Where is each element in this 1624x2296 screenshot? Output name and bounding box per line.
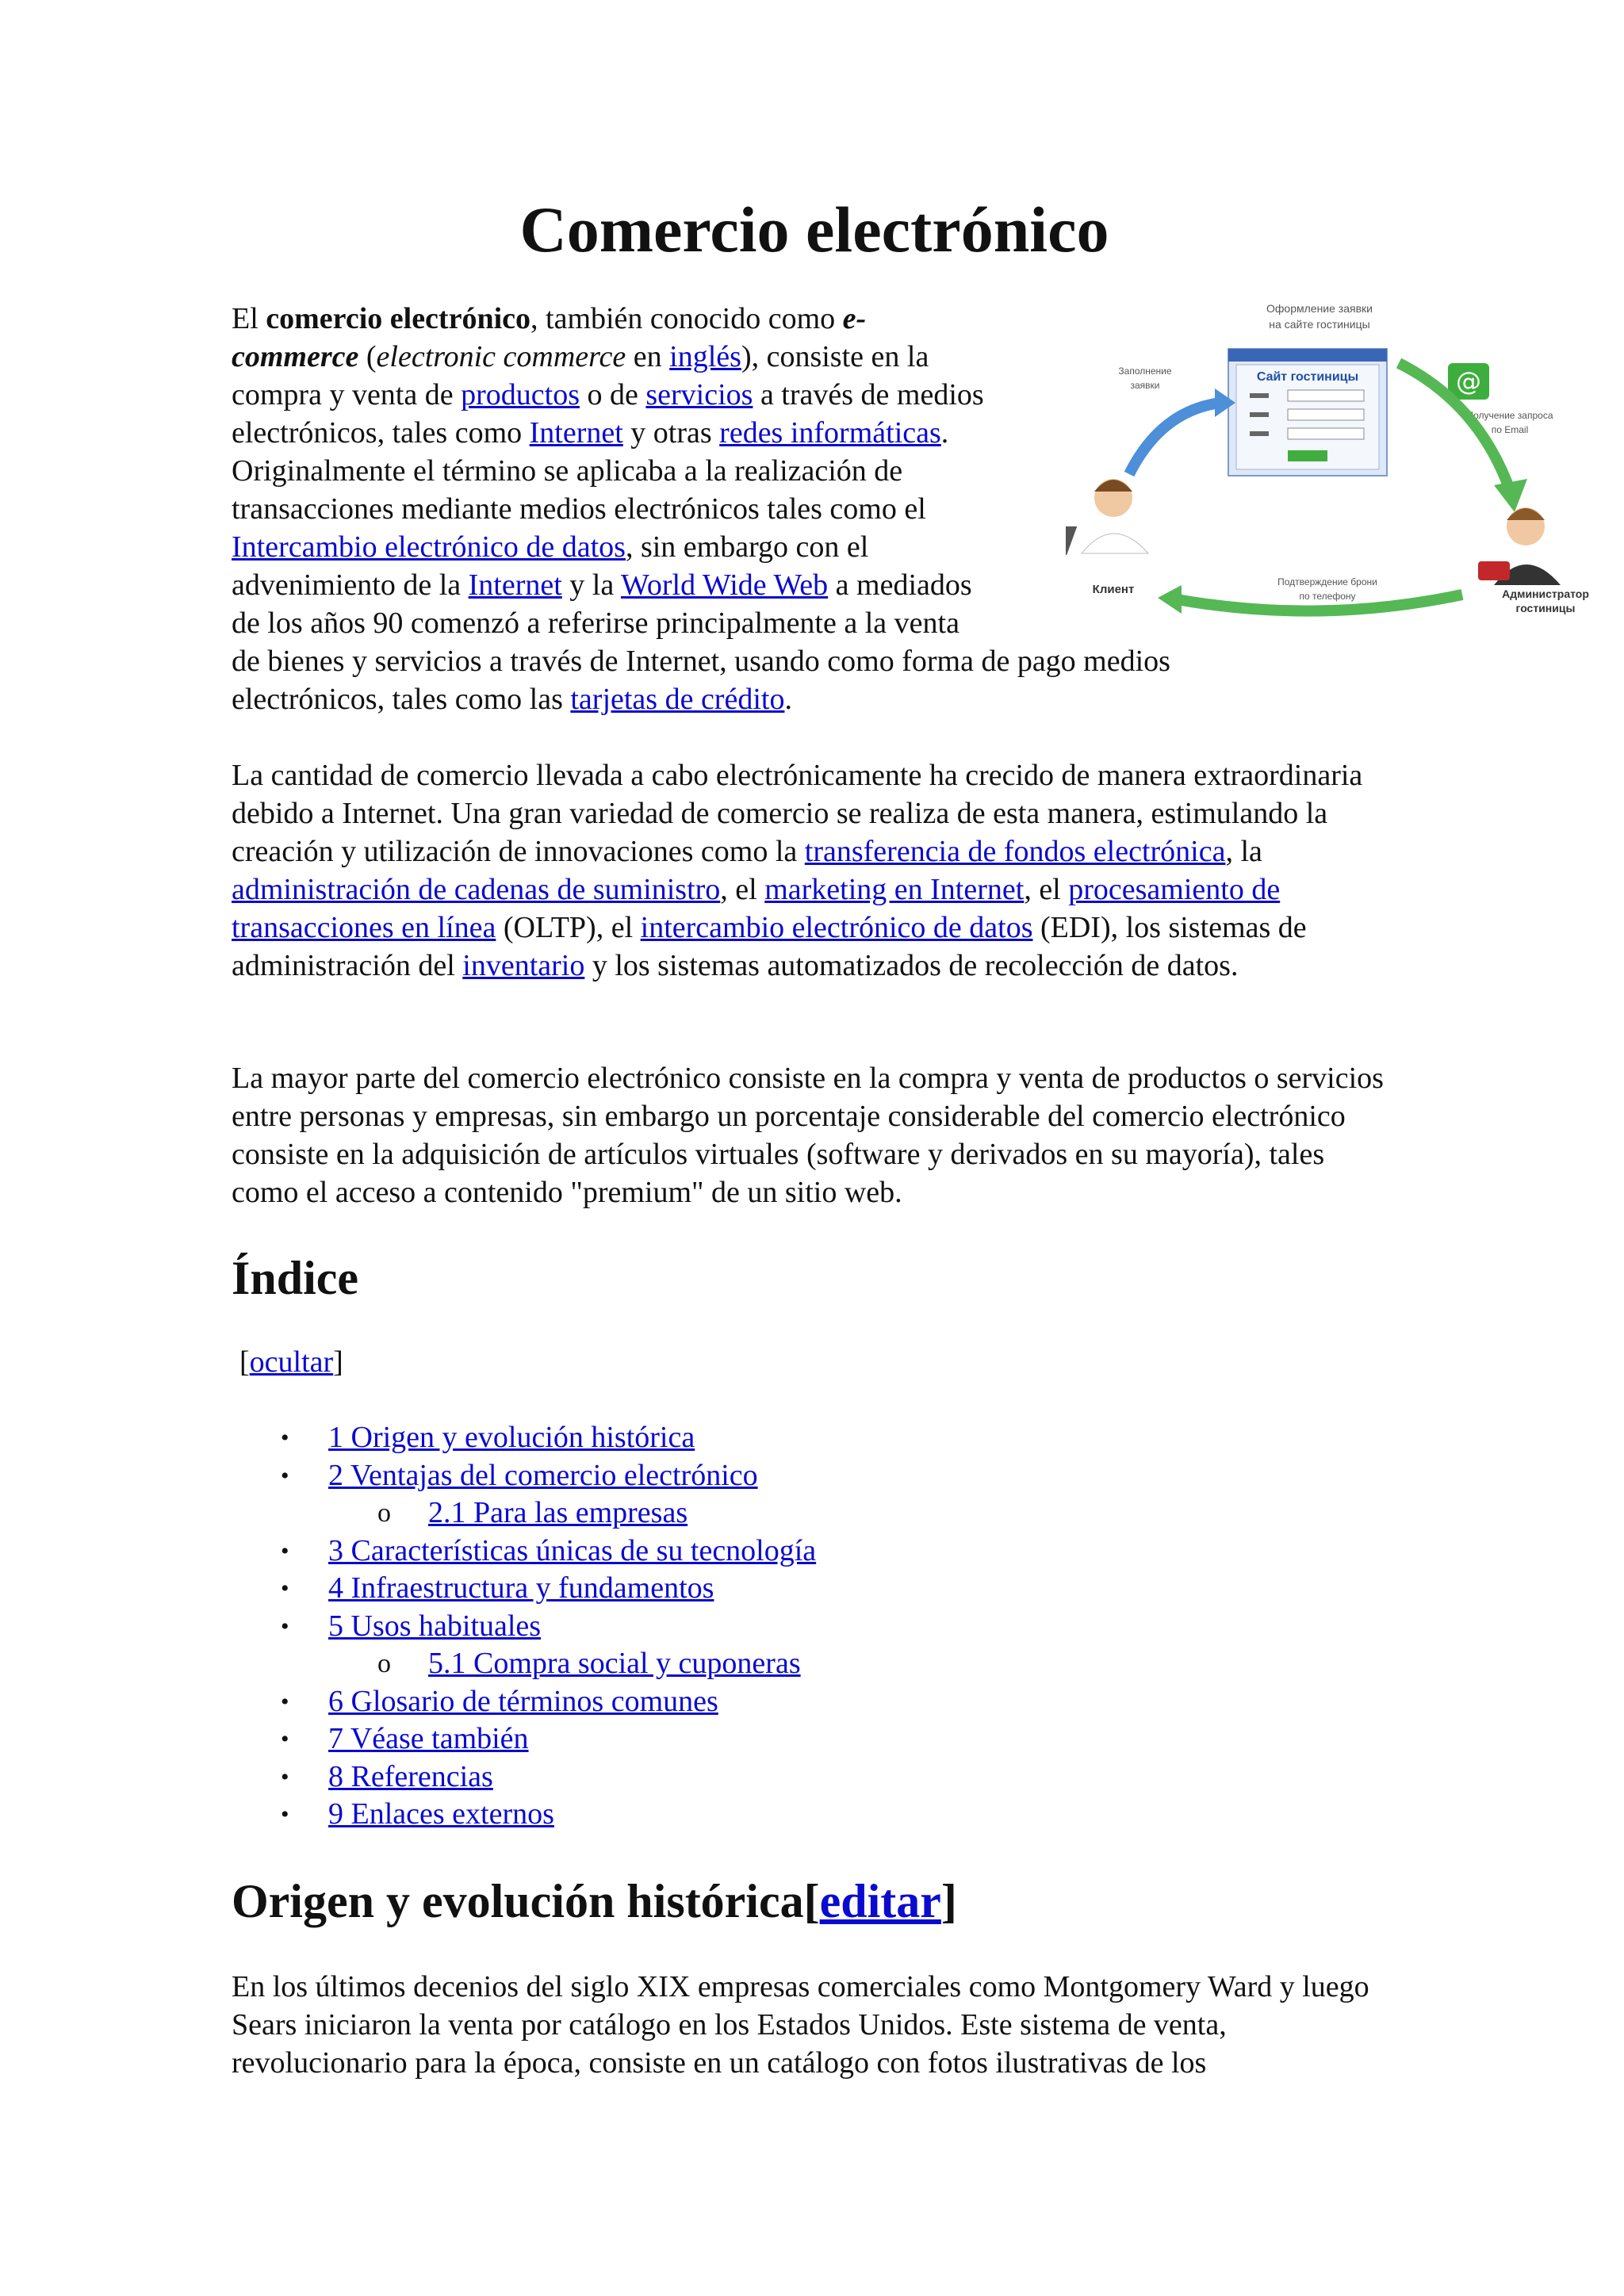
toc-item bbox=[232, 1570, 816, 1608]
bracket: ] bbox=[940, 1875, 957, 1927]
link-tarjetas-credito[interactable]: tarjetas de crédito bbox=[570, 683, 785, 716]
toc-item bbox=[232, 1533, 816, 1571]
text: (EDI), los sistemas de administración del bbox=[232, 911, 1307, 982]
toc-subitem bbox=[232, 1645, 816, 1683]
paragraph-origen: En los últimos decenios del siglo XIX empresas comerciales como Montgomery Ward y luego Sears iniciaron la venta por catálogo en los Estados Unidos. Este sistema de venta, revolucionario para la época, consiste en un catálogo con fotos ilustrativas de los bbox=[232, 1970, 1369, 2080]
text: a mediados bbox=[828, 568, 972, 602]
text: y los sistemas automatizados de recolección de datos. bbox=[584, 949, 1239, 982]
toc-link-enlaces[interactable]: 9 Enlaces externos bbox=[328, 1797, 554, 1831]
text: El bbox=[232, 302, 266, 335]
diagram-label-bottom-2: по телефону bbox=[1299, 591, 1356, 602]
paragraph-virtual-goods: La mayor parte del comercio electrónico consiste en la compra y venta de productos o servicios entre personas y empresas, sin embargo un porcentaje considerable del comercio electrónico consiste en la adquisición de artículos virtuales (software y derivados en su mayoría), tales como el acceso a contenido "premium" de un sitio web. bbox=[232, 1062, 1384, 1209]
text-line: Originalmente el término se aplicaba a la realización de bbox=[232, 454, 903, 488]
link-cadenas-suministro[interactable]: administración de cadenas de suministro bbox=[232, 873, 721, 906]
toc-link-referencias[interactable]: 8 Referencias bbox=[328, 1759, 493, 1793]
index-heading: Índice bbox=[232, 1252, 359, 1304]
toc-subitem bbox=[232, 1494, 816, 1533]
toc-item bbox=[232, 1683, 816, 1721]
toc-link-glosario[interactable]: 6 Glosario de términos comunes bbox=[328, 1684, 718, 1718]
text: . bbox=[940, 416, 949, 450]
link-productos[interactable]: productos bbox=[461, 378, 580, 411]
text: electrónicos, tales como las bbox=[232, 683, 571, 716]
diagram-label-top-2: на сайте гостиницы bbox=[1269, 318, 1370, 331]
text-italic: electronic commerce bbox=[376, 340, 626, 373]
toc-item bbox=[232, 1720, 816, 1758]
text: . bbox=[784, 683, 792, 716]
text: o de bbox=[579, 378, 646, 411]
toc-link-usos[interactable]: 5 Usos habituales bbox=[328, 1609, 542, 1643]
diagram-label-top-1: Оформление заявки bbox=[1266, 302, 1373, 315]
diagram-label-left-1: Заполнение bbox=[1118, 365, 1172, 377]
page-title: Comercio electrónico bbox=[519, 193, 1109, 266]
toc-link-vease[interactable]: 7 Véase también bbox=[328, 1722, 529, 1755]
link-internet[interactable]: Internet bbox=[529, 416, 623, 450]
term-bold: comercio electrónico bbox=[266, 302, 531, 335]
text: ( bbox=[358, 340, 377, 373]
section-heading-origen bbox=[232, 1869, 957, 1933]
hotel-site-title: Сайт гостиницы bbox=[1256, 370, 1359, 384]
toc-link-ventajas[interactable]: 2 Ventajas del comercio electrónico bbox=[328, 1458, 758, 1492]
text-line: de los años 90 comenzó a referirse principalmente a la venta bbox=[232, 607, 959, 640]
bracket: ] bbox=[333, 1345, 343, 1379]
toc-item bbox=[232, 1457, 816, 1495]
toc-link-origen[interactable]: 1 Origen y evolución histórica bbox=[328, 1421, 695, 1454]
link-servicios[interactable]: servicios bbox=[645, 378, 753, 411]
toc-link-empresas[interactable]: 2.1 Para las empresas bbox=[428, 1496, 688, 1529]
text: en bbox=[626, 340, 670, 373]
text: , el bbox=[1024, 873, 1069, 906]
diagram-label-right-1: Получение запроса bbox=[1466, 410, 1553, 421]
edit-link[interactable]: editar bbox=[819, 1875, 941, 1927]
toc-link-caracteristicas[interactable]: 3 Características únicas de su tecnología bbox=[328, 1533, 817, 1567]
diagram-label-left-2: заявки bbox=[1130, 380, 1160, 391]
link-marketing-internet[interactable]: marketing en Internet bbox=[764, 873, 1025, 906]
link-redes-informaticas[interactable]: redes informáticas bbox=[719, 416, 941, 450]
link-world-wide-web[interactable]: World Wide Web bbox=[621, 568, 829, 602]
toc-toggle bbox=[239, 1343, 343, 1381]
intro-paragraph bbox=[232, 300, 1397, 718]
admin-label-1: Администратор bbox=[1502, 587, 1589, 600]
text-line: transacciones mediante medios electrónicos tales como el bbox=[232, 492, 926, 526]
email-icon bbox=[1448, 363, 1489, 400]
link-transferencia-fondos[interactable]: transferencia de fondos electrónica bbox=[804, 835, 1226, 868]
text: La cantidad de comercio llevada a cabo electrónicamente ha crecido de manera extraordinaria debido a Internet. Una gran variedad de comercio se realiza de esta manera, estimulando la creación y utilización de innovaciones como la bbox=[232, 759, 1363, 868]
diagram-label-bottom-1: Подтверждение брони bbox=[1277, 576, 1377, 587]
admin-person-icon bbox=[1478, 507, 1561, 585]
text: , la bbox=[1225, 835, 1262, 868]
paragraph-growth bbox=[232, 756, 1389, 985]
svg-text:@: @ bbox=[1456, 366, 1481, 396]
text: ), consiste en la bbox=[741, 340, 929, 373]
text: advenimiento de la bbox=[232, 568, 469, 602]
bracket: [ bbox=[803, 1875, 820, 1927]
section-title: Origen y evolución histórica bbox=[232, 1875, 804, 1927]
text-line: de bienes y servicios a través de Internet, usando como forma de pago medios bbox=[232, 645, 1170, 678]
text: y otras bbox=[622, 416, 720, 450]
link-oltp[interactable]: procesamiento de transacciones en línea bbox=[232, 873, 1281, 944]
link-ingles[interactable]: inglés bbox=[669, 340, 741, 373]
text: electrónicos, tales como bbox=[232, 416, 530, 450]
toc-item bbox=[232, 1758, 816, 1797]
toc-hide-link[interactable]: ocultar bbox=[249, 1345, 334, 1379]
link-edi[interactable]: intercambio electrónico de datos bbox=[640, 911, 1033, 944]
toc-link-compra-social[interactable]: 5.1 Compra social y cuponeras bbox=[428, 1647, 801, 1680]
link-intercambio-electronico-datos[interactable]: Intercambio electrónico de datos bbox=[232, 530, 626, 564]
toc-item bbox=[232, 1419, 816, 1457]
text: , el bbox=[720, 873, 765, 906]
toc-item bbox=[232, 1608, 816, 1646]
text: a través de medios bbox=[753, 378, 984, 411]
term-ecommerce: e- bbox=[842, 302, 867, 335]
text: , también conocido como bbox=[530, 302, 843, 335]
link-internet[interactable]: Internet bbox=[468, 568, 562, 602]
term-ecommerce: commerce bbox=[232, 340, 359, 373]
diagram-label-right-2: по Email bbox=[1491, 424, 1529, 435]
text: compra y venta de bbox=[232, 378, 462, 411]
client-label: Клиент bbox=[1092, 583, 1135, 596]
toc-link-infraestructura[interactable]: 4 Infraestructura y fundamentos bbox=[328, 1571, 714, 1605]
toc-item bbox=[232, 1796, 816, 1834]
text: (OLTP), el bbox=[496, 911, 641, 944]
bracket: [ bbox=[239, 1345, 250, 1379]
text: , sin embargo con el bbox=[625, 530, 869, 564]
link-inventario[interactable]: inventario bbox=[462, 949, 585, 982]
admin-label-2: гостиницы bbox=[1515, 602, 1576, 614]
table-of-contents bbox=[232, 1419, 816, 1834]
text: y la bbox=[561, 568, 622, 602]
